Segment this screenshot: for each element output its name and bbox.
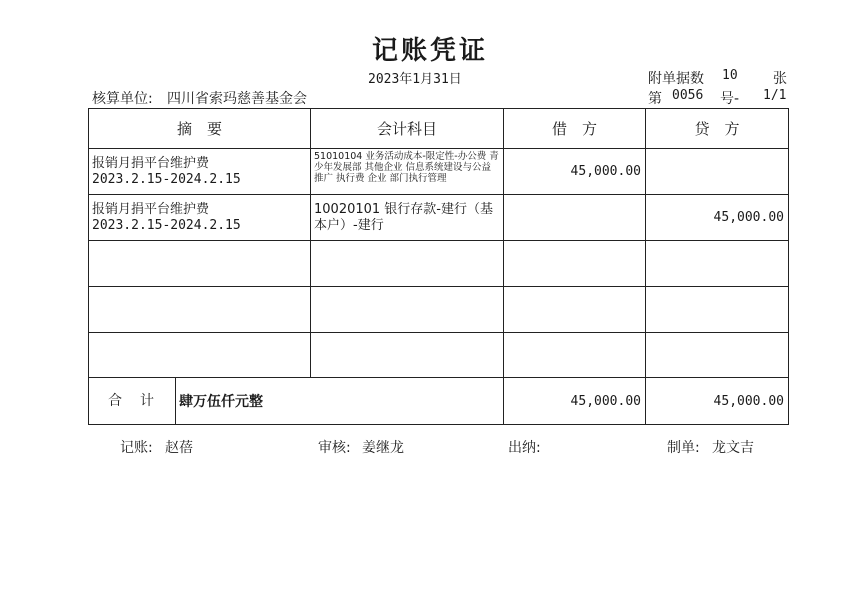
credit-cell — [646, 149, 789, 195]
summary-period: 2023.2.15-2024.2.15 — [92, 217, 241, 233]
debit-cell — [504, 333, 646, 378]
voucher-number-suffix: 号- — [720, 91, 740, 107]
summary-cell — [89, 195, 311, 241]
account-cell: 51010104 业务活动成本-限定性-办公费 青少年发展部 其他企业 信息系统建设与公益推广 执行费 企业 部门执行管理 — [311, 149, 504, 195]
account-cell — [311, 333, 504, 378]
credit-cell — [646, 287, 789, 333]
reviewer-label: 审核: — [318, 440, 351, 456]
column-header-account: 会计科目 — [311, 109, 504, 149]
table-header-row — [89, 109, 789, 149]
column-header-summary: 摘 要 — [89, 109, 311, 149]
column-header-credit: 贷 方 — [646, 109, 789, 149]
attachments-count: 10 — [722, 68, 738, 83]
table-row — [89, 333, 789, 378]
table-row — [89, 149, 789, 195]
total-label: 合 计 — [89, 378, 176, 424]
voucher-number-prefix: 第 — [648, 91, 662, 107]
summary-cell — [89, 241, 311, 287]
table-row — [89, 241, 789, 287]
preparer-label: 制单: — [667, 440, 700, 456]
debit-cell — [504, 241, 646, 287]
column-header-debit: 借 方 — [504, 109, 646, 149]
voucher-table — [88, 108, 789, 425]
bookkeeper-label: 记账: — [120, 440, 153, 456]
preparer-name: 龙文吉 — [712, 440, 754, 456]
account-cell: 10020101 银行存款-建行（基本户）-建行 — [311, 195, 504, 241]
bookkeeper-name: 赵蓓 — [165, 440, 193, 456]
attachments-label: 附单据数 — [648, 71, 704, 87]
total-credit: 45,000.00 — [646, 378, 789, 425]
cashier-label: 出纳: — [508, 440, 541, 456]
voucher-number: 0056 — [672, 88, 704, 103]
debit-cell — [504, 287, 646, 333]
credit-cell: 45,000.00 — [646, 195, 789, 241]
total-amount-in-words: 肆万伍仟元整 — [179, 394, 263, 410]
summary-cell — [89, 287, 311, 333]
page-number: 1/1 — [763, 88, 787, 103]
accounting-unit-label: 核算单位: — [92, 91, 153, 107]
account-cell — [311, 241, 504, 287]
attachments-unit: 张 — [773, 71, 787, 87]
voucher-date: 2023年1月31日 — [368, 72, 462, 87]
total-debit: 45,000.00 — [504, 378, 646, 425]
summary-cell — [89, 149, 311, 195]
debit-cell: 45,000.00 — [504, 149, 646, 195]
summary-period: 2023.2.15-2024.2.15 — [92, 171, 241, 187]
credit-cell — [646, 241, 789, 287]
account-cell — [311, 287, 504, 333]
total-row — [89, 378, 789, 425]
summary-text: 报销月捐平台维护费 — [92, 155, 210, 171]
reviewer-name: 姜继龙 — [362, 440, 404, 456]
summary-cell — [89, 333, 311, 378]
total-cell — [89, 378, 504, 425]
accounting-unit-name: 四川省索玛慈善基金会 — [167, 91, 307, 107]
credit-cell — [646, 333, 789, 378]
summary-text: 报销月捐平台维护费 — [92, 201, 210, 217]
table-row — [89, 195, 789, 241]
debit-cell — [504, 195, 646, 241]
voucher-title: 记账凭证 — [371, 36, 488, 66]
table-row — [89, 287, 789, 333]
